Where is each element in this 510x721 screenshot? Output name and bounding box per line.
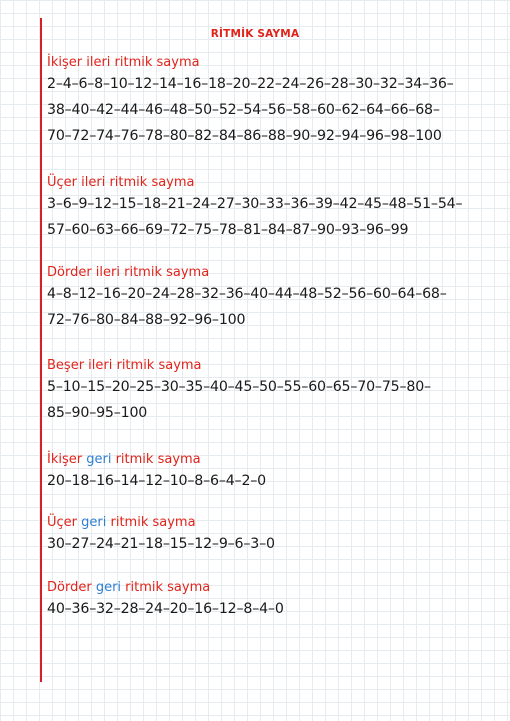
heading-text: ritmik sayma	[121, 580, 211, 595]
sequence-line: 3–6–9–12–15–18–21–24–27–30–33–36–39–42–45–48–51–54–	[47, 196, 463, 212]
section-ikiser-geri	[47, 452, 497, 494]
section-ikiser-ileri	[47, 55, 497, 149]
sequence-line: 2–4–6–8–10–12–14–16–18–20–22–24–26–28–30–32–34–36–	[47, 76, 454, 92]
section-heading	[47, 452, 497, 468]
heading-text: İkişer	[47, 452, 87, 467]
heading-text: Dörder ileri ritmik sayma	[47, 265, 210, 280]
heading-accent-word: geri	[81, 515, 107, 530]
heading-accent-word: geri	[86, 452, 112, 467]
heading-text: İkişer ileri ritmik sayma	[47, 55, 200, 70]
sequence-line: 85–90–95–100	[47, 405, 148, 421]
section-ucer-ileri	[47, 175, 497, 243]
section-heading	[47, 580, 497, 596]
page-title: RİTMİK SAYMA	[210, 28, 300, 40]
section-ucer-geri	[47, 515, 497, 557]
section-heading	[47, 515, 497, 531]
sequence-line: 70–72–74–76–78–80–82–84–86–88–90–92–94–96–98–100	[47, 128, 442, 144]
notebook-margin-line	[40, 18, 42, 682]
heading-text: ritmik sayma	[106, 515, 196, 530]
section-heading	[47, 55, 497, 71]
heading-text: Üçer	[47, 515, 82, 530]
sequence-line: 5–10–15–20–25–30–35–40–45–50–55–60–65–70–75–80–	[47, 379, 431, 395]
heading-text: Beşer ileri ritmik sayma	[47, 358, 202, 373]
section-dorder-ileri	[47, 265, 497, 333]
section-heading	[47, 175, 497, 191]
sequence-line: 40–36–32–28–24–20–16–12–8–4–0	[47, 601, 284, 617]
heading-text: Dörder	[47, 580, 96, 595]
sequence-line: 72–76–80–84–88–92–96–100	[47, 312, 246, 328]
sequence-line: 38–40–42–44–46–48–50–52–54–56–58–60–62–64–66–68–	[47, 102, 440, 118]
section-dorder-geri	[47, 580, 497, 622]
sequence-line: 57–60–63–66–69–72–75–78–81–84–87–90–93–96–99	[47, 222, 409, 238]
heading-text: Üçer ileri ritmik sayma	[47, 175, 195, 190]
sequence-line: 30–27–24–21–18–15–12–9–6–3–0	[47, 536, 275, 552]
section-beser-ileri	[47, 358, 497, 426]
section-heading	[47, 358, 497, 374]
section-heading	[47, 265, 497, 281]
heading-accent-word: geri	[95, 580, 122, 595]
sequence-line: 4–8–12–16–20–24–28–32–36–40–44–48–52–56–60–64–68–	[47, 286, 447, 302]
heading-text: ritmik sayma	[111, 452, 201, 467]
sequence-line: 20–18–16–14–12–10–8–6–4–2–0	[47, 473, 266, 489]
